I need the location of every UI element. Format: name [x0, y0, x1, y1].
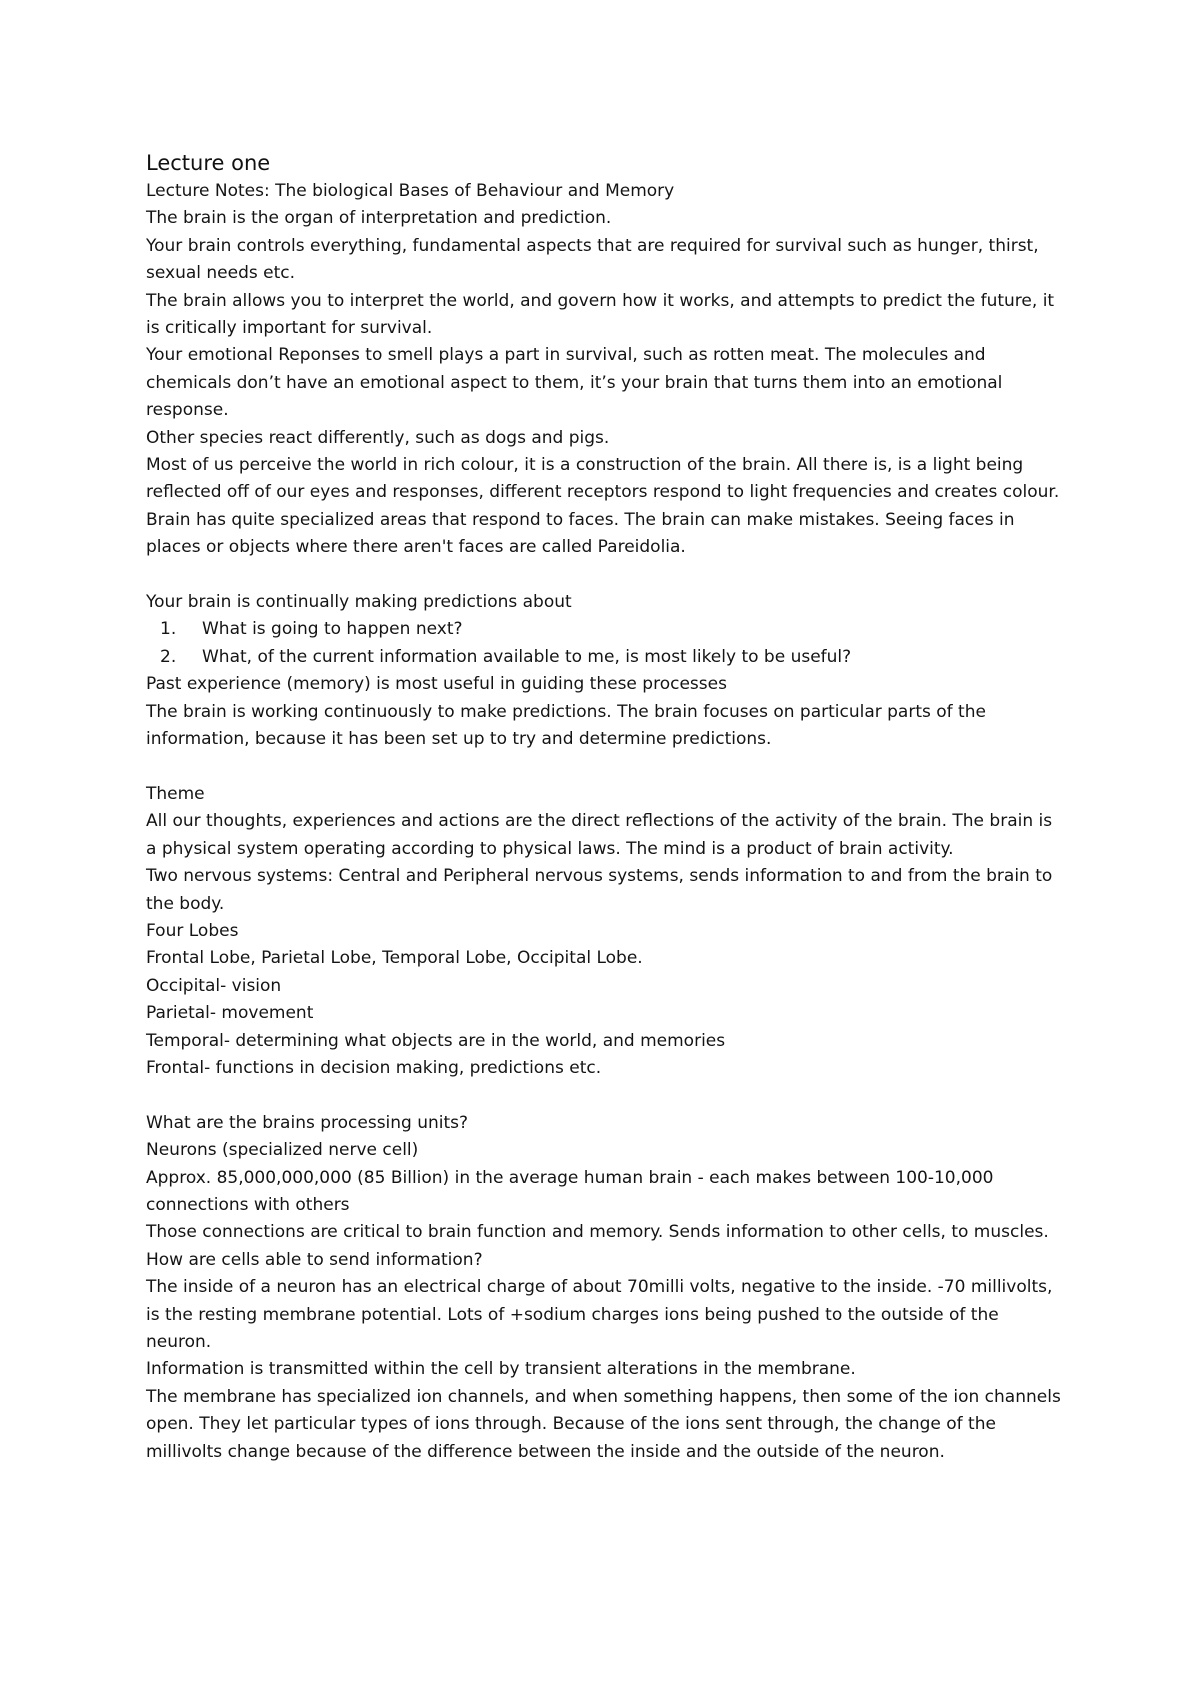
- page-title: Lecture one: [146, 151, 271, 175]
- paragraph: Four Lobes: [146, 920, 239, 941]
- paragraph: Approx. 85,000,000,000 (85 Billion) in the average human brain - each makes between 100-10,000 connections with others: [146, 1167, 994, 1215]
- paragraph: Your brain controls everything, fundamental aspects that are required for survival such as hunger, thirst, sexual needs etc.: [146, 235, 1039, 284]
- paragraph: Occipital- vision: [146, 975, 282, 996]
- section-predictions: [146, 589, 1066, 753]
- list-item: [146, 616, 1066, 643]
- list-number: 1.: [160, 619, 177, 640]
- paragraph: Two nervous systems: Central and Peripheral nervous systems, sends information to and from the brain to the body.: [146, 866, 1053, 914]
- paragraph: Other species react differently, such as dogs and pigs.: [146, 427, 610, 448]
- paragraph: Information is transmitted within the cell by transient alterations in the membrane.: [146, 1359, 856, 1380]
- paragraph: The inside of a neuron has an electrical charge of about 70milli volts, negative to the inside. -70 millivolts, is the resting membrane potential. Lots of +sodium charges ions being pushed to the outside of the neuron.: [146, 1277, 1053, 1353]
- paragraph: Brain has quite specialized areas that respond to faces. The brain can make mistakes. Seeing faces in places or objects where there aren't faces are called Pareidolia.: [146, 509, 1015, 558]
- section-theme: [146, 781, 1066, 1082]
- paragraph: Frontal Lobe, Parietal Lobe, Temporal Lobe, Occipital Lobe.: [146, 948, 643, 969]
- paragraph: Theme: [146, 783, 205, 804]
- paragraph: Frontal- functions in decision making, predictions etc.: [146, 1057, 602, 1078]
- list-item: [146, 644, 1066, 671]
- paragraph: How are cells able to send information?: [146, 1249, 483, 1270]
- list-item-text: What, of the current information available to me, is most likely to be useful?: [202, 646, 852, 667]
- paragraph: The membrane has specialized ion channels, and when something happens, then some of the ion channels open. They let particular types of ions through. Because of the ions sent through, the change of the millivolts change because of the difference between the inside and the outside of the neuron.: [146, 1386, 1061, 1462]
- paragraph: The brain is the organ of interpretation and prediction.: [146, 208, 612, 229]
- section-intro: [146, 178, 1066, 562]
- paragraph: Most of us perceive the world in rich colour, it is a construction of the brain. All there is, is a light being reflected off of our eyes and responses, different receptors respond to light frequencies and creates colour.: [146, 455, 1060, 503]
- blank-line: [146, 1082, 1066, 1109]
- blank-line: [146, 754, 1066, 781]
- paragraph: Neurons (specialized nerve cell): [146, 1140, 419, 1161]
- list-item-text: What is going to happen next?: [202, 619, 463, 640]
- paragraph: Parietal- movement: [146, 1003, 314, 1024]
- numbered-list: [146, 616, 1066, 671]
- list-number: 2.: [160, 646, 177, 667]
- paragraph: All our thoughts, experiences and actions are the direct reflections of the activity of the brain. The brain is a physical system operating according to physical laws. The mind is a product of brain activity.: [146, 811, 1053, 859]
- paragraph: Lecture Notes: The biological Bases of Behaviour and Memory: [146, 181, 675, 201]
- paragraph: What are the brains processing units?: [146, 1112, 469, 1133]
- paragraph: Temporal- determining what objects are in the world, and memories: [146, 1030, 726, 1051]
- paragraph: Your emotional Reponses to smell plays a part in survival, such as rotten meat. The molecules and chemicals don’t have an emotional aspect to them, it’s your brain that turns them into an emotional response.: [146, 345, 1003, 421]
- paragraph: The brain is working continuously to make predictions. The brain focuses on particular parts of the information, because it has been set up to try and determine predictions.: [146, 701, 986, 750]
- paragraph: Your brain is continually making predictions about: [146, 592, 572, 613]
- paragraph: The brain allows you to interpret the world, and govern how it works, and attempts to predict the future, it is critically important for survival.: [146, 290, 1055, 339]
- paragraph: Those connections are critical to brain function and memory. Sends information to other cells, to muscles.: [146, 1222, 1049, 1243]
- blank-line: [146, 562, 1066, 589]
- paragraph: Past experience (memory) is most useful in guiding these processes: [146, 674, 727, 695]
- section-neurons: [146, 1110, 1066, 1466]
- document-body: [146, 148, 1066, 1466]
